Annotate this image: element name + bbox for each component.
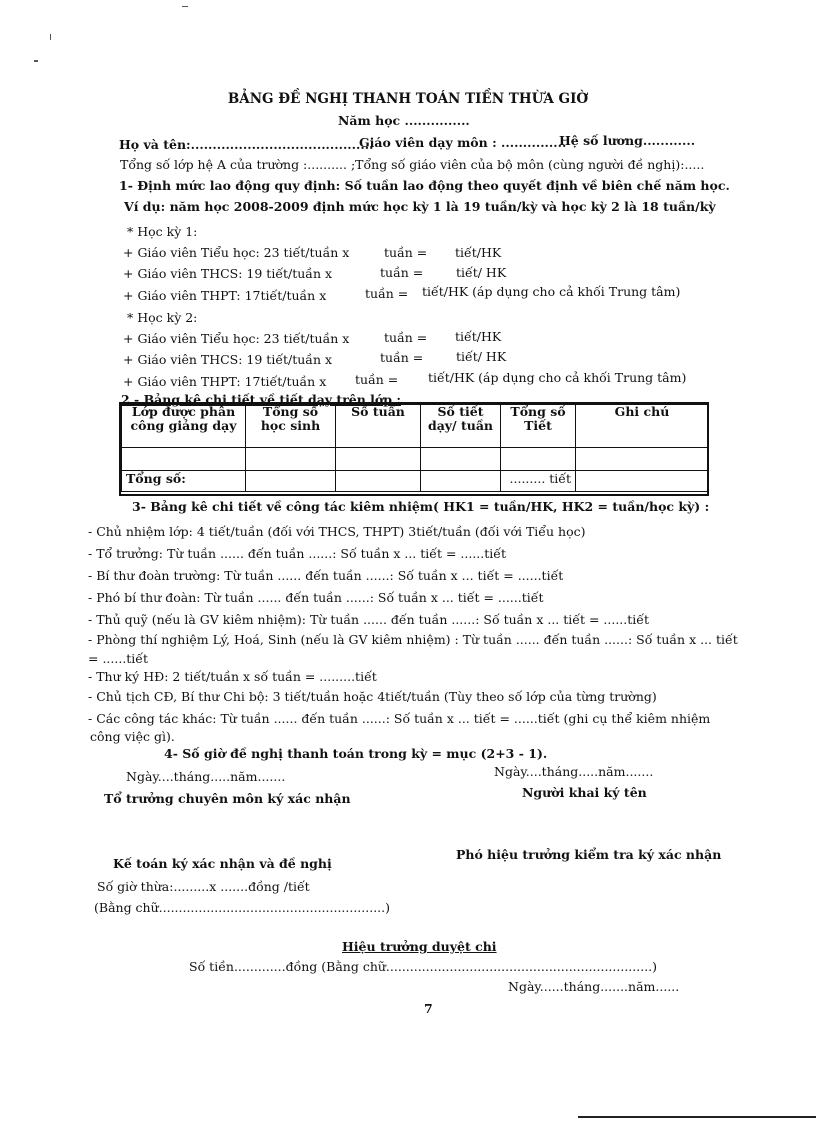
hk1-primary-total: tiết/HK [455,245,502,260]
semester2-label: * Học kỳ 2: [127,310,198,325]
hk1-highschool-total: tiết/HK (áp dụng cho cả khối Trung tâm) [422,284,681,299]
table-total-row [122,471,709,492]
hk1-highschool: + Giáo viên THPT: 17tiết/tuần x [123,288,327,303]
table-cell [576,471,709,492]
hk1-primary: + Giáo viên Tiểu học: 23 tiết/tuần x [123,245,350,260]
col-weeks: Số tuần [336,405,421,448]
col-periods-per-week: Số tiết dạy/ tuần [421,405,501,448]
hk2-secondary-weeks: tuần = [380,350,424,365]
duty-group-leader: - Tổ trưởng: Từ tuần ...... đến tuần ......: Số tuần x ... tiết = ......tiết [88,546,506,561]
school-year: Năm học ............... [338,113,470,128]
vice-principal-signature-title: Phó hiệu trưởng kiểm tra ký xác nhận [456,847,722,862]
principal-approval-title: Hiệu trưởng duyệt chi [342,939,497,954]
table-cell [421,471,501,492]
accountant-signature-title: Kế toán ký xác nhận và đề nghị [113,856,332,871]
hk2-highschool-weeks: tuần = [355,372,399,387]
salary-coefficient-field: Hệ số lương............ [559,133,696,148]
table-cell[interactable] [501,448,576,471]
date-left: Ngày....tháng.....năm....... [126,769,286,784]
declarant-signature-title: Người khai ký tên [522,785,647,800]
hk2-highschool: + Giáo viên THPT: 17tiết/tuần x [123,374,327,389]
table-cell[interactable] [576,448,709,471]
hk2-highschool-total: tiết/HK (áp dụng cho cả khối Trung tâm) [428,370,687,385]
teaching-detail-table [121,404,709,492]
teacher-name-field: Họ và tên:.......................................... [119,137,374,152]
total-periods-value[interactable]: ......... tiết [501,471,576,492]
table-cell[interactable] [336,448,421,471]
table-row [122,448,709,471]
duty-youth-union-secretary: - Bí thư đoàn trường: Từ tuần ...... đến tuần ......: Số tuần x ... tiết = ......tiết [88,568,564,583]
col-assigned-class: Lớp được phân công giảng dạy [122,405,246,448]
scan-speck [50,34,51,40]
col-total-students: Tổng số học sinh [246,405,336,448]
table-cell [246,471,336,492]
hk2-secondary-total: tiết/ HK [456,349,507,364]
table-cell[interactable] [122,448,246,471]
duty-union-chair: - Chủ tịch CĐ, Bí thư Chi bộ: 3 tiết/tuần hoặc 4tiết/tuần (Tùy theo số lớp của từng trường) [88,689,657,704]
scan-speck [34,60,38,62]
hk2-primary: + Giáo viên Tiểu học: 23 tiết/tuần x [123,331,350,346]
amount-line: Số tiền.............đồng (Bằng chữ...................................................................) [189,959,658,974]
hk1-primary-weeks: tuần = [384,245,428,260]
duty-laboratory: - Phòng thí nghiệm Lý, Hoá, Sinh (nếu là GV kiêm nhiệm) : Từ tuần ...... đến tuần ......: Số tuần x ... tiết [88,632,738,647]
table-cell[interactable] [246,448,336,471]
table-header-row [122,405,709,448]
head-of-group-signature-title: Tổ trưởng chuyên môn ký xác nhận [104,791,351,806]
hk1-highschool-weeks: tuần = [365,286,409,301]
section3-heading: 3- Bảng kê chi tiết về công tác kiêm nhiệm( HK1 = tuần/HK, HK2 = tuần/học kỳ) : [132,499,710,514]
table-cell[interactable] [421,448,501,471]
section1-example: Ví dụ: năm học 2008-2009 định mức học kỳ 1 là 19 tuần/kỳ và học kỳ 2 là 18 tuần/kỳ [124,199,716,214]
page-number: 7 [424,1001,433,1016]
class-count-line: Tổng số lớp hệ A của trường :.......... ;Tổng số giáo viên của bộ môn (cùng người đề nghị):..... [120,157,705,172]
subject-field: Giáo viên dạy môn : ............... [359,135,567,150]
total-label: Tổng số: [122,471,246,492]
table-cell [336,471,421,492]
duty-deputy-secretary: - Phó bí thư đoàn: Từ tuần ...... đến tuần ......: Số tuần x ... tiết = ......tiết [88,590,544,605]
date-right: Ngày....tháng.....năm....... [494,764,654,779]
semester1-label: * Học kỳ 1: [127,224,198,239]
section1-heading: 1- Định mức lao động quy định: Số tuần lao động theo quyết định về biên chế năm học. [119,178,730,193]
scan-edge-line [578,1116,816,1118]
document-title: BẢNG ĐỀ NGHỊ THANH TOÁN TIỀN THỪA GIỜ [227,91,589,107]
duty-homeroom: - Chủ nhiệm lớp: 4 tiết/tuần (đối với THCS, THPT) 3tiết/tuần (đối với Tiểu học) [88,524,586,539]
hk1-secondary-total: tiết/ HK [456,265,507,280]
hk2-primary-total: tiết/HK [455,329,502,344]
amount-in-words-line: (Bằng chữ.........................................................) [94,900,391,915]
hk2-primary-weeks: tuần = [384,330,428,345]
col-total-periods: Tổng số Tiết [501,405,576,448]
col-notes: Ghi chú [576,405,709,448]
scan-speck [182,6,188,7]
hk1-secondary-weeks: tuần = [380,265,424,280]
excess-hours-line: Số giờ thừa:.........x .......đồng /tiết [97,879,310,894]
hk1-secondary: + Giáo viên THCS: 19 tiết/tuần x [123,266,333,281]
duty-treasurer: - Thủ quỹ (nếu là GV kiêm nhiệm): Từ tuần ...... đến tuần ......: Số tuần x ... tiết = ......tiết [88,612,649,627]
duty-other: - Các công tác khác: Từ tuần ...... đến tuần ......: Số tuần x ... tiết = ......tiết (ghi cụ thể kiêm nhiệm [88,711,711,726]
section4-formula: 4- Số giờ đề nghị thanh toán trong kỳ = mục (2+3 - 1). [164,746,548,761]
hk2-secondary: + Giáo viên THCS: 19 tiết/tuần x [123,352,333,367]
duty-other-cont: công việc gì). [90,729,175,744]
final-date: Ngày......tháng.......năm...... [508,979,680,994]
duty-laboratory-cont: = ......tiết [88,651,149,666]
section2-heading: 2 - Bảng kê chi tiết về tiết dạy trên lớp : [121,392,401,407]
duty-board-secretary: - Thư ký HĐ: 2 tiết/tuần x số tuần = .........tiết [88,669,377,684]
